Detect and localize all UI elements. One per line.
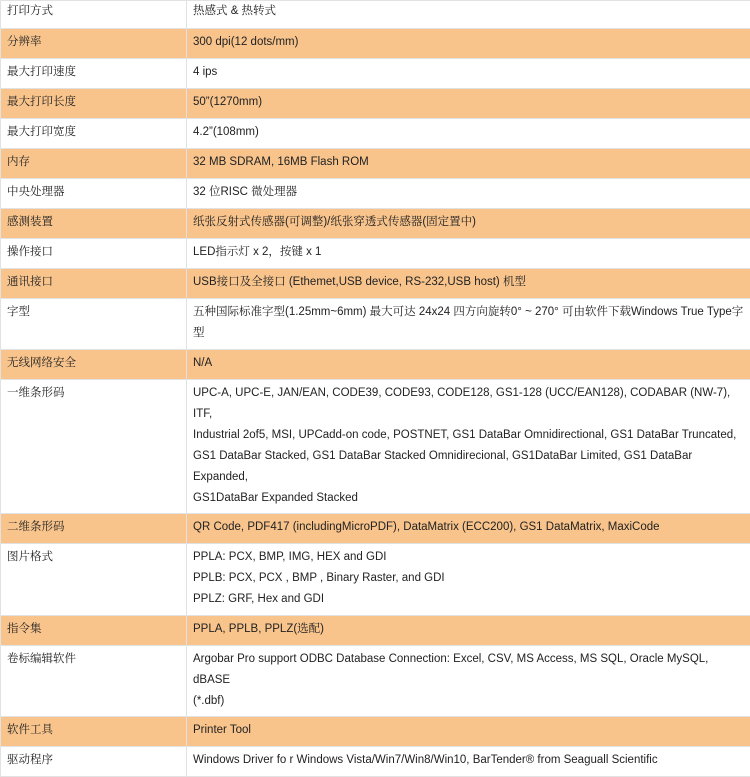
row-label: 打印方式 xyxy=(1,1,187,29)
row-label: 一维条形码 xyxy=(1,380,187,514)
row-value: Windows Driver fo r Windows Vista/Win7/Win8/Win10, BarTender® from Seaguall Scientific xyxy=(187,747,750,777)
row-value: Printer Tool xyxy=(187,717,750,747)
row-label: 内存 xyxy=(1,149,187,179)
row-label: 指令集 xyxy=(1,616,187,646)
row-value: 五种国际标准字型(1.25mm~6mm) 最大可达 24x24 四方向旋转0° ~ 270° 可由软件下载Windows True Type字 型 xyxy=(187,299,750,350)
row-label: 无线网络安全 xyxy=(1,350,187,380)
row-label: 驱动程序 xyxy=(1,747,187,777)
table-row xyxy=(1,89,750,119)
row-value: UPC-A, UPC-E, JAN/EAN, CODE39, CODE93, CODE128, GS1-128 (UCC/EAN128), CODABAR (NW-7), ITF, Industrial 2of5, MSI, UPCadd-on code, POSTNET, GS1 DataBar Omnidirectional, GS1 DataBar Truncated, GS1 DataBar Stacked, GS1 DataBar Stacked Omnidirecional, GS1DataBar Limited, GS1 DataBar Expanded, GS1DataBar Expanded Stacked xyxy=(187,380,750,514)
row-label: 最大打印长度 xyxy=(1,89,187,119)
table-row xyxy=(1,616,750,646)
row-value: LED指示灯 x 2，按键 x 1 xyxy=(187,239,750,269)
row-value: 32 位RISC 微处理器 xyxy=(187,179,750,209)
row-value: Argobar Pro support ODBC Database Connection: Excel, CSV, MS Access, MS SQL, Oracle MySQL, dBASE (*.dbf) xyxy=(187,646,750,717)
row-value: 4.2”(108mm) xyxy=(187,119,750,149)
row-value: 纸张反射式传感器(可调整)/纸张穿透式传感器(固定置中) xyxy=(187,209,750,239)
row-value: 300 dpi(12 dots/mm) xyxy=(187,29,750,59)
row-label: 图片格式 xyxy=(1,544,187,616)
row-label: 字型 xyxy=(1,299,187,350)
table-row xyxy=(1,717,750,747)
table-row xyxy=(1,29,750,59)
table-row xyxy=(1,299,750,350)
row-value: N/A xyxy=(187,350,750,380)
table-row xyxy=(1,1,750,29)
row-label: 二维条形码 xyxy=(1,514,187,544)
row-value: 热感式 & 热转式 xyxy=(187,1,750,29)
row-value: QR Code, PDF417 (includingMicroPDF), DataMatrix (ECC200), GS1 DataMatrix, MaxiCode xyxy=(187,514,750,544)
row-label: 操作接口 xyxy=(1,239,187,269)
table-row xyxy=(1,544,750,616)
row-value: USB接口及全接口 (Ethemet,USB device, RS-232,USB host) 机型 xyxy=(187,269,750,299)
table-row xyxy=(1,239,750,269)
table-row xyxy=(1,119,750,149)
table-row xyxy=(1,179,750,209)
table-row xyxy=(1,149,750,179)
table-row xyxy=(1,646,750,717)
row-value: 50”(1270mm) xyxy=(187,89,750,119)
row-label: 卷标编辑软件 xyxy=(1,646,187,717)
row-value: PPLA, PPLB, PPLZ(选配) xyxy=(187,616,750,646)
table-row xyxy=(1,209,750,239)
row-label: 感测装置 xyxy=(1,209,187,239)
row-label: 最大打印宽度 xyxy=(1,119,187,149)
table-row xyxy=(1,514,750,544)
row-value: PPLA: PCX, BMP, IMG, HEX and GDI PPLB: PCX, PCX , BMP , Binary Raster, and GDI PPLZ: GRF, Hex and GDI xyxy=(187,544,750,616)
row-label: 通讯接口 xyxy=(1,269,187,299)
table-row xyxy=(1,59,750,89)
table-row xyxy=(1,747,750,777)
table-row xyxy=(1,380,750,514)
row-value: 4 ips xyxy=(187,59,750,89)
row-value: 32 MB SDRAM, 16MB Flash ROM xyxy=(187,149,750,179)
table-row xyxy=(1,350,750,380)
table-row xyxy=(1,269,750,299)
row-label: 中央处理器 xyxy=(1,179,187,209)
row-label: 软件工具 xyxy=(1,717,187,747)
row-label: 分辨率 xyxy=(1,29,187,59)
row-label: 最大打印速度 xyxy=(1,59,187,89)
